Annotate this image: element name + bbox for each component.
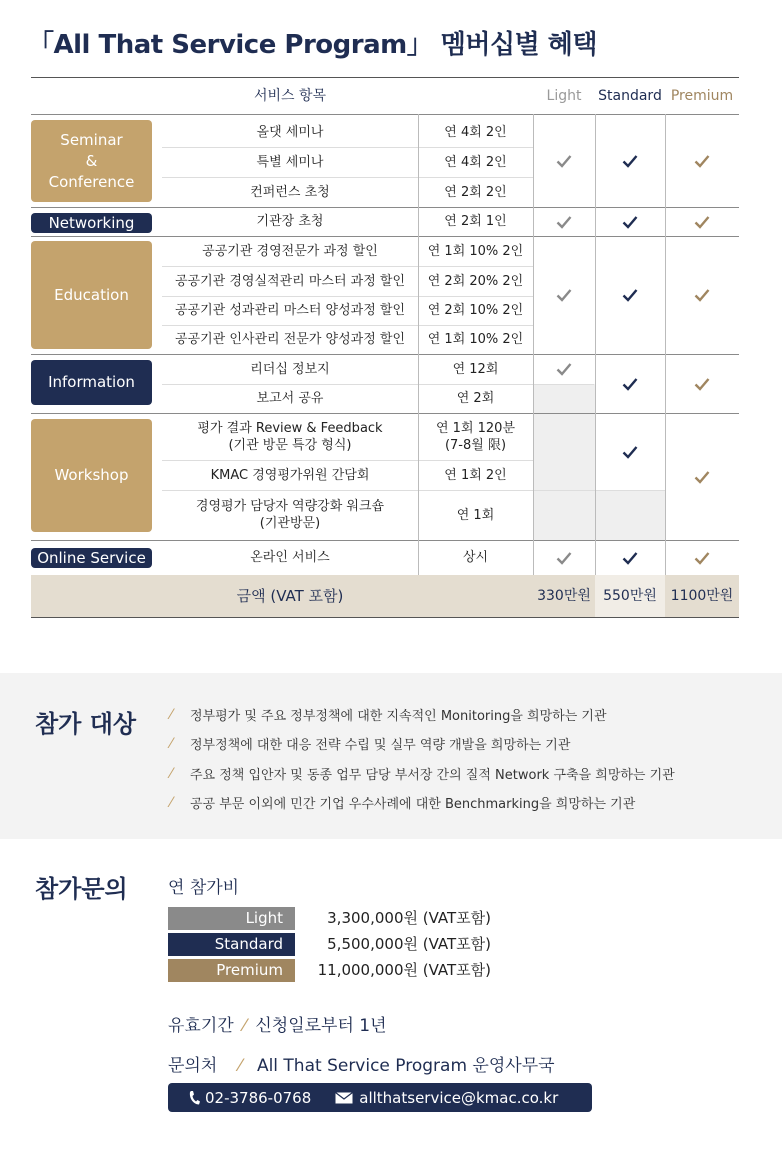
service-name: 컨퍼런스 초청 [250,184,330,200]
check-premium-icon [665,236,739,354]
check-light-icon [533,236,595,354]
service-name: 온라인 서비스 [250,550,330,565]
slash-icon: ⁄ [170,765,173,782]
validity-value: 신청일로부터 1년 [255,1016,387,1036]
check-standard-icon [595,236,665,354]
fee-tier-standard: Standard [168,933,295,956]
validity-row [168,1011,387,1036]
participant-item: ⁄ 정부정책에 대한 대응 전략 수립 및 실무 역량 개발을 희망하는 기관 [170,735,571,753]
service-name: 보고서 공유 [256,391,324,406]
fee-amount-premium: 11,000,000원 (VAT포함) [317,961,491,979]
service-frequency: 연 2회 10% 2인 [427,303,524,318]
header-light: Light [546,87,582,104]
check-light-icon [533,354,595,384]
participant-item: ⁄ 공공 부문 이외에 민간 기업 우수사례에 대한 Benchmarking을 희망하는 기관 [170,794,636,812]
validity-label: 유효기간 [168,1016,234,1036]
service-name: 올댓 세미나 [256,125,324,140]
price-label: 금액 (VAT 포함) [236,586,344,605]
check-premium-icon [665,114,739,207]
service-frequency: 상시 [462,550,489,565]
slash-icon: ⁄ [170,706,173,723]
email-address[interactable]: allthatservice@kmac.co.kr [359,1088,559,1107]
participant-item: ⁄ 주요 정책 입안자 및 동종 업무 담당 부서장 간의 질적 Network 구축을 희망하는 기관 [170,765,675,783]
service-frequency: 연 2회 1인 [444,214,507,229]
category-workshop: Workshop [31,419,152,532]
header-standard: Standard [598,87,662,104]
service-frequency: 연 2회 [456,391,495,406]
service-frequency: 연 1회 10% 2인 [427,332,524,347]
header-service-item: 서비스 항목 [253,87,327,104]
contact-value: All That Service Program 운영사무국 [256,1056,555,1076]
check-light-icon [533,540,595,575]
service-frequency: 연 12회 [452,361,499,377]
contact-row [168,1051,555,1076]
check-premium-icon [665,354,739,413]
mail-icon [335,1092,353,1104]
category-information: Information [31,360,152,405]
service-name: 공공기관 경영전문가 과정 할인 [202,243,378,259]
slash-icon: ⁄ [243,1016,246,1036]
service-name: 공공기관 경영실적관리 마스터 과정 할인 [174,273,405,289]
contact-label: 문의처 [168,1056,218,1076]
service-frequency: 연 1회 2인 [444,467,507,483]
category-networking: Networking [31,213,152,233]
check-light-icon [533,207,595,236]
category-education: Education [31,241,152,349]
header-premium: Premium [670,87,734,104]
price-light: 330만원 [537,587,591,604]
check-premium-icon [665,207,739,236]
service-frequency: 연 2회 20% 2인 [427,273,524,289]
fee-amount-light: 3,300,000원 (VAT포함) [327,909,491,927]
service-frequency: 연 1회 120분 (7-8월 限) [435,420,516,453]
fee-tier-premium: Premium [168,959,295,982]
price-standard: 550만원 [603,587,657,604]
page-title: 「All That Service Program」 멤버십별 혜택 [28,30,598,60]
service-name: 평가 결과 Review & Feedback (기관 방문 특강 형식) [197,420,383,453]
check-standard-icon [595,540,665,575]
category-seminar-conference: Seminar & Conference [31,120,152,202]
check-premium-icon [665,540,739,575]
service-frequency: 연 1회 [456,507,495,523]
check-premium-icon [665,413,739,540]
service-name: KMAC 경영평가위원 간담회 [210,467,370,483]
service-name: 리더십 정보지 [250,361,330,377]
service-name: 기관장 초청 [256,214,324,229]
service-frequency: 연 2회 2인 [444,184,507,200]
check-standard-icon [595,114,665,207]
fee-amount-standard: 5,500,000원 (VAT포함) [327,935,491,953]
service-frequency: 연 4회 2인 [444,125,507,140]
unavailable-cell [533,413,595,490]
check-standard-icon [595,207,665,236]
check-standard-icon [595,354,665,413]
participant-item: ⁄ 정부평가 및 주요 정부정책에 대한 지속적인 Monitoring을 희망하는 기관 [170,706,607,724]
slash-icon: ⁄ [170,735,173,752]
unavailable-cell [533,490,665,540]
check-standard-icon [595,413,665,490]
unavailable-cell [533,384,595,413]
service-name: 경영평가 담당자 역량강화 워크숍 (기관방문) [195,499,385,531]
slash-icon: ⁄ [238,1056,242,1076]
phone-number[interactable]: 02-3786-0768 [205,1088,312,1107]
service-frequency: 연 1회 10% 2인 [427,243,524,259]
slash-icon: ⁄ [170,794,173,811]
phone-icon [188,1090,200,1106]
check-light-icon [533,114,595,207]
participants-section [0,673,782,839]
price-premium: 1100만원 [670,587,734,604]
inquiry-heading: 참가문의 [35,875,128,903]
participants-heading: 참가 대상 [35,710,137,738]
service-frequency: 연 4회 2인 [444,154,507,170]
service-name: 특별 세미나 [256,154,324,170]
service-name: 공공기관 성과관리 마스터 양성과정 할인 [174,303,405,318]
fee-tier-light: Light [168,907,295,930]
fee-heading: 연 참가비 [168,878,240,898]
service-name: 공공기관 인사관리 전문가 양성과정 할인 [174,332,405,347]
contact-bar [168,1083,592,1112]
category-online-service: Online Service [31,548,152,568]
